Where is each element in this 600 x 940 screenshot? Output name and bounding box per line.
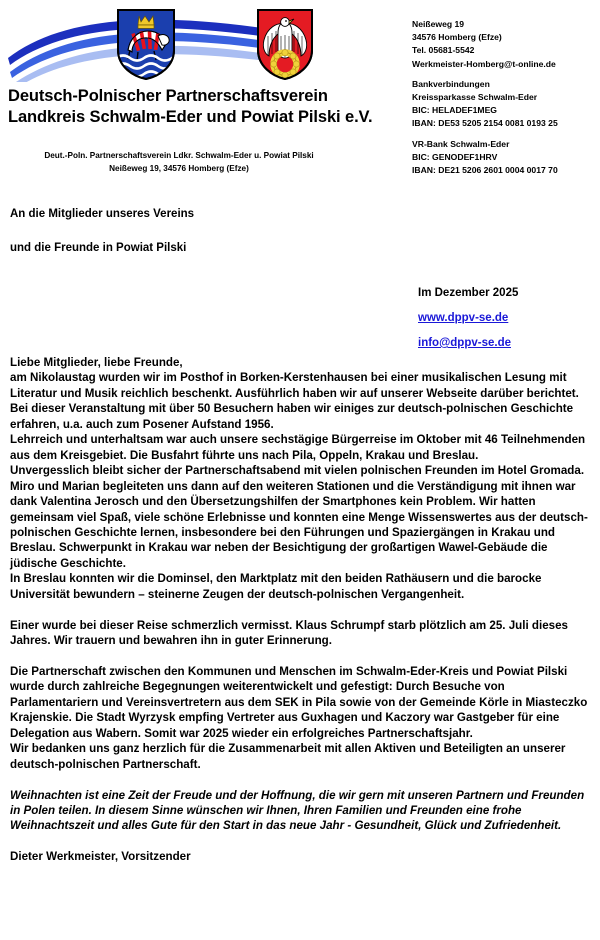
- bank-heading: Bankverbindungen: [412, 78, 490, 89]
- return-address-line1: Deut.-Poln. Partnerschaftsverein Ldkr. Schwalm-Eder u. Powiat Pilski: [44, 151, 314, 160]
- bank1-name: Kreissparkasse Schwalm-Eder: [412, 92, 538, 103]
- body-paragraph-2: Lehrreich und unterhaltsam war auch unsere sechstägige Bürgerreise im Oktober mit 46 Teilnehmenden aus dem Kreisgebiet. Die Busfahrt führte uns nach Pila, Oppeln, Krakau und Breslau.: [10, 433, 586, 462]
- bank2-iban: IBAN: DE21 5206 2601 0004 0017 70: [412, 165, 558, 176]
- body-paragraph-7: Wir bedanken uns ganz herzlich für die Zusammenarbeit mit allen Aktiven und Beteiligten an unserer deutsch-polnischen Partnerschaft.: [10, 742, 566, 771]
- return-address-line2: Neißeweg 19, 34576 Homberg (Efze): [109, 163, 249, 173]
- closing-greeting: Weihnachten ist eine Zeit der Freude und der Hoffnung, die wir gern mit unseren Partnern und Freunden in Polen teilen. In diesem Sinne wünschen wir Ihnen, Ihren Familien und Freunden eine frohe Weihnachtszeit und alles Gute für den Start in das neue Jahr - Gesundheit, Glück und Zufriedenheit.: [10, 788, 585, 833]
- body-paragraph-1: am Nikolaustag wurden wir im Posthof in Borken-Kerstenhausen bei einer musikalischen Lesung mit Literatur und Musik reichlich beschenkt. Ausführlich haben wir auf unserer Webseite darüber berichtet. Bei dieser Veranstaltung mit über 50 Besuchern haben wir einiges zur deutsch-polnischen Geschichte erfahren, u.a. auch zum Posener Aufstand 1956.: [10, 371, 579, 431]
- body-paragraph-3: Unvergesslich bleibt sicher der Partnerschaftsabend mit vielen polnischen Freunden im Hotel Gromada. Miro und Marian begleiteten uns dann auf den weiteren Stationen und die Verständigung mit ihnen war dank Valentina Jerosch und den Übersetzungshilfen der Smartphones kein Problem. Wir hatten gemeinsam viel Spaß, viele schöne Erlebnisse und konnten eine Menge Wissenswertes aus der deutsch-polnischen Geschichte lernen, insbesondere bei den Führungen und Spaziergängen in Krakau und Breslau. Schwerpunkt in Krakau war neben der Besichtigung der großartigen Wawel-Gebäude die jüdische Geschichte.: [10, 464, 588, 570]
- signature-line: Dieter Werkmeister, Vorsitzender: [10, 850, 191, 864]
- contact-street: Neißeweg 19: [412, 19, 465, 29]
- bank1-bic: BIC: HELADEF1MEG: [412, 105, 497, 116]
- email-link[interactable]: info@dppv-se.de: [418, 337, 511, 349]
- website-link[interactable]: www.dppv-se.de: [418, 312, 509, 324]
- recipient-block: [10, 207, 195, 254]
- body-paragraph-6: Die Partnerschaft zwischen den Kommunen und Menschen im Schwalm-Eder-Kreis und Powiat Pilski wurde durch zahlreiche Begegnungen weiterentwickelt und gefestigt: Durch Besuche von Parlamentariern und Vereinsvertretern aus dem SEK in Pila sowie von der Gemeinde Körle in Miasteczko Krajenskie. Die Stadt Wyrzysk empfing Vertreter aus Guxhagen und Kaczory war Gastgeber für eine Delegation aus Wabern. Somit war 2025 wieder ein erfolgreiches Partnerschaftsjahr.: [10, 664, 588, 740]
- body-paragraph-4: In Breslau konnten wir die Dominsel, den Marktplatz mit den beiden Rathäusern und die barocke Universität bewundern – steinerne Zeugen der deutsch-polnischen Vergangenheit.: [10, 572, 542, 601]
- return-address: [14, 150, 344, 175]
- bank1-iban: IBAN: DE53 5205 2154 0081 0193 25: [412, 118, 558, 129]
- bank-group-1: [412, 78, 597, 131]
- letter-body: [10, 355, 592, 865]
- organization-title: [8, 86, 398, 128]
- org-title-line2: Landkreis Schwalm-Eder und Powiat Pilski e.V.: [8, 108, 373, 126]
- recipient-line1: An die Mitglieder unseres Vereins: [10, 208, 195, 220]
- contact-email[interactable]: Werkmeister-Homberg@t-online.de: [412, 58, 556, 69]
- bank-group-2: [412, 138, 597, 178]
- org-title-line1: Deutsch-Polnischer Partnerschaftsverein: [8, 87, 328, 105]
- date-and-links: [418, 281, 518, 356]
- emblem-band: [0, 0, 400, 82]
- salutation: Liebe Mitglieder, liebe Freunde,: [10, 356, 183, 369]
- contact-block: [412, 18, 597, 177]
- powiat-pilski-coat-of-arms: [255, 6, 315, 82]
- bank2-bic: BIC: GENODEF1HRV: [412, 151, 498, 162]
- recipient-line2: und die Freunde in Powiat Pilski: [10, 242, 187, 254]
- contact-address-group: [412, 18, 597, 71]
- schwalm-eder-coat-of-arms: [114, 6, 178, 82]
- letter-date: Im Dezember 2025: [418, 287, 519, 299]
- body-paragraph-5: Einer wurde bei dieser Reise schmerzlich vermisst. Klaus Schrumpf starb plötzlich am 25. Juli dieses Jahres. Wir trauern und bewahren ihn in guter Erinnerung.: [10, 618, 568, 648]
- contact-city: 34576 Homberg (Efze): [412, 32, 502, 43]
- contact-phone: Tel. 05681-5542: [412, 45, 475, 56]
- bank2-name: VR-Bank Schwalm-Eder: [412, 138, 510, 149]
- letterhead: [0, 0, 600, 192]
